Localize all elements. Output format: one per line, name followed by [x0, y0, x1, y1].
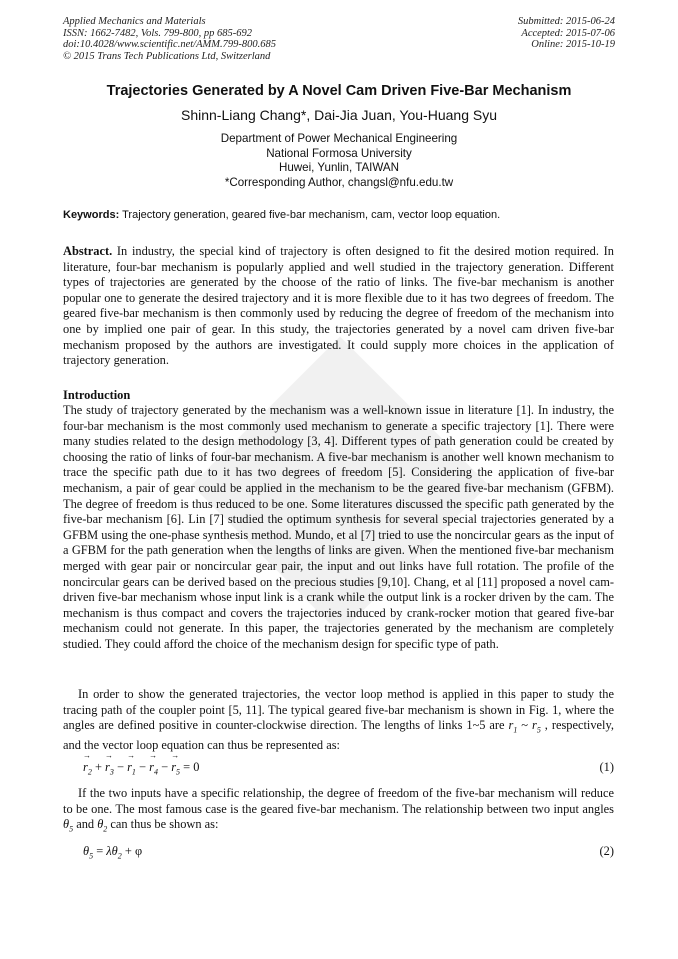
abstract — [63, 244, 614, 369]
introduction-paragraph-1: The study of trajectory generated by the mechanism was a well-known issue in literature [1]. In industry, the four-bar mechanism is the most commonly used mechanism to generate a specific trajectory [1]. There were many studies related to the design methodology [3, 4]. Different types of path generation could be created by choosing the ratio of links of four-bar mechanism. A five-bar mechanism is another well known mechanism to trace the specific path due to it has two degrees of freedom [5]. Considering the application of five-bar mechanism, a pair of gear could be applied in the mechanism to be the geared five-bar mechanism (GFBM). The degree of freedom is thus reduced to be one. Some literatures discussed the specific path generated by the five-bar mechanism [6]. Lin [7] studied the optimum synthesis for several special trajectories generated by a GFBM using the one-phase synthesis method. Mundo, et al [7] tried to use the noncircular gears as the input of a GFBM for the path generation when the lengths of links are given. When the mentioned five-bar mechanism merged with gear pair or noncircular gear pair, the input and out links have full rotation. The profile of the noncircular gears can be derived based on the precious studies [9,10]. Chang, et al [11] proposed a novel cam-driven five-bar mechanism whose input link is a crank while the output link is a rocker driven by the cam. The mechanism is thus compact and covers the trajectories induced by crank-rocker motion that geared five-bar mechanism could not generate. In this paper, the trajectories generated by the mechanism are completely studied. They could afford the choice of the mechanism design for specific type of path. — [63, 403, 614, 651]
theta5-symbol: $\theta_5$ — [63, 817, 74, 834]
copyright-line: © 2015 Trans Tech Publications Ltd, Switzerland — [63, 50, 271, 62]
accepted-date: Accepted: 2015-07-06 — [521, 27, 615, 39]
journal-info — [63, 16, 276, 62]
keywords-text: Trajectory generation, geared five-bar mechanism, cam, vector loop equation. — [119, 209, 501, 221]
keywords-label: Keywords: — [63, 209, 120, 221]
location: Huwei, Yunlin, TAIWAN — [278, 161, 400, 175]
journal-name: Applied Mechanics and Materials — [63, 16, 206, 27]
r1-symbol: $r_1$ — [508, 718, 518, 735]
author-list: Shinn-Liang Chang*, Dai-Jia Juan, You-Huang Syu — [181, 107, 497, 123]
submitted-date: Submitted: 2015-06-24 — [517, 16, 615, 27]
abstract-label: Abstract. — [63, 244, 113, 258]
keywords — [63, 209, 623, 221]
equation-2: $\theta_5 = \lambda\theta_2 + \varphi$ — [83, 844, 143, 861]
paragraph-3-tail: can thus be shown as: — [107, 817, 219, 832]
paragraph-2-text: In order to show the generated trajectories, the vector loop method is applied in this paper to study the tracing path of the coupler point [5, 11]. The typical geared five-bar mechanism is shown in Fig. 1, where the angles are defined positive in counter-clockwise direction. The lengths of links 1~5 are — [63, 687, 614, 733]
doi-line: doi:10.4028/www.scientific.net/AMM.799-800.685 — [63, 39, 276, 50]
issn-line: ISSN: 1662-7482, Vols. 799-800, pp 685-692 — [63, 27, 252, 39]
introduction-paragraph-3 — [63, 786, 614, 837]
corresponding-author: *Corresponding Author, changsl@nfu.edu.tw — [224, 175, 454, 189]
paper-title: Trajectories Generated by A Novel Cam Driven Five-Bar Mechanism — [106, 83, 572, 99]
equation-2-number: (2) — [599, 844, 614, 858]
abstract-text: In industry, the special kind of trajectory is often designed to fit the desired motion required. In literature, four-bar mechanism is popularly applied and well studied in the trajectory generation. Different types of trajectories are generated by the choose of the ratio of links. The five-bar mechanism is another popular one to generate the desired trajectory and it is more flexible due to it has two degrees of freedom. The geared five-bar mechanism is then commonly used by reducing the degree of freedom of the mechanism into one by implied one pair of gear. In this study, the trajectories generated by a novel cam driven five-bar mechanism proposed by the authors are investigated. It could supply more choices in the application of trajectory generation. — [63, 244, 614, 368]
theta2-symbol: $\theta_2$ — [97, 817, 108, 834]
and-word: and — [73, 817, 98, 832]
introduction-paragraph-2 — [63, 687, 614, 754]
equation-1-number: (1) — [599, 760, 614, 774]
university: National Formosa University — [266, 146, 412, 160]
dates-info — [518, 16, 615, 51]
department: Department of Power Mechanical Engineering — [220, 132, 458, 145]
online-date: Online: 2015-10-19 — [531, 39, 615, 50]
equation-1: → $r_2$ + → $r_3$ − → $r_1$ − → $r_4$ − → $r_5 = 0$ — [83, 760, 199, 776]
introduction-heading: Introduction — [63, 388, 131, 402]
affiliation-block — [40, 132, 638, 190]
range-tilde: ~ — [517, 718, 532, 733]
paragraph-3-text: If the two inputs have a specific relationship, the degree of freedom of the five-bar mechanism will reduce to be one. The most famous case is the geared five-bar mechanism. The relationship between two input angles — [63, 786, 614, 816]
r5-symbol: $r_5$ — [531, 718, 541, 735]
paragraph-2-tail: , respectively, and the vector loop equation can thus be represented as: — [63, 718, 614, 753]
